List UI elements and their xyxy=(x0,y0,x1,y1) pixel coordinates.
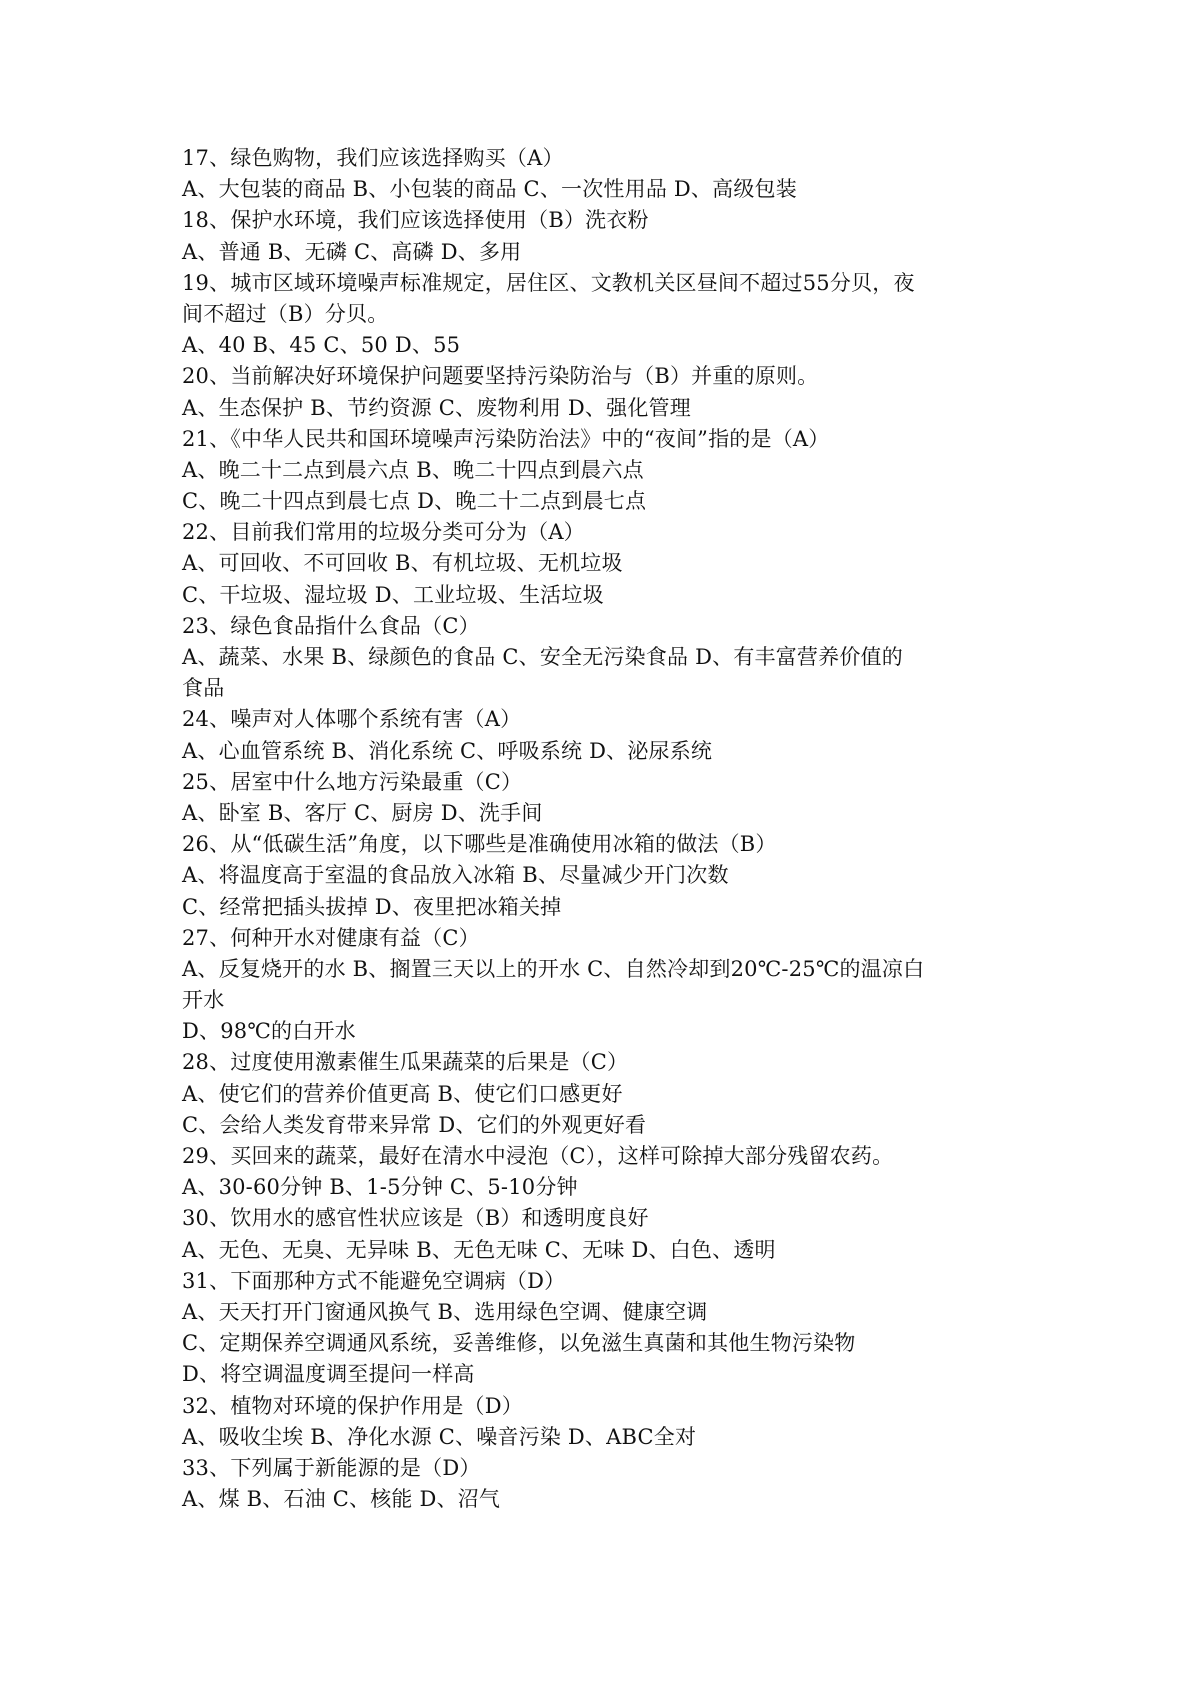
q26-options-line-1: A、将温度高于室温的食品放入冰箱 B、尽量减少开门次数 xyxy=(182,863,729,888)
q19-question-line-2: 间不超过（B）分贝。 xyxy=(182,301,389,326)
q18-question: 18、保护水环境，我们应该选择使用（B）洗衣粉 xyxy=(182,208,649,233)
q26-options-line-2: C、经常把插头拔掉 D、夜里把冰箱关掉 xyxy=(182,894,562,919)
q24-question: 24、噪声对人体哪个系统有害（A） xyxy=(182,707,522,732)
q31-options-line-2: C、定期保养空调通风系统，妥善维修，以免滋生真菌和其他生物污染物 xyxy=(182,1331,856,1356)
q28-question: 28、过度使用激素催生瓜果蔬菜的后果是（C） xyxy=(182,1050,629,1075)
q30-question: 30、饮用水的感官性状应该是（B）和透明度良好 xyxy=(182,1206,649,1231)
q20-question: 20、当前解决好环境保护问题要坚持污染防治与（B）并重的原则。 xyxy=(182,364,819,389)
q27-question: 27、何种开水对健康有益（C） xyxy=(182,925,480,950)
q28-options-line-2: C、会给人类发育带来异常 D、它们的外观更好看 xyxy=(182,1112,647,1137)
q21-question: 21、《中华人民共和国环境噪声污染防治法》中的“夜间”指的是（A） xyxy=(182,426,830,451)
q27-options-line-3: D、98℃的白开水 xyxy=(182,1019,356,1044)
q33-question: 33、下列属于新能源的是（D） xyxy=(182,1455,481,1480)
q26-question: 26、从“低碳生活”角度，以下哪些是准确使用冰箱的做法（B） xyxy=(182,832,777,857)
q31-options-line-1: A、天天打开门窗通风换气 B、选用绿色空调、健康空调 xyxy=(182,1299,708,1324)
q27-options-line-1: A、反复烧开的水 B、搁置三天以上的开水 C、自然冷却到20℃-25℃的温凉白 xyxy=(182,956,925,981)
q32-options: A、吸收尘埃 B、净化水源 C、噪音污染 D、ABC全对 xyxy=(182,1424,697,1449)
q24-options: A、心血管系统 B、消化系统 C、呼吸系统 D、泌尿系统 xyxy=(182,738,713,763)
q22-options-line-2: C、干垃圾、湿垃圾 D、工业垃圾、生活垃圾 xyxy=(182,582,604,607)
q17-options: A、大包装的商品 B、小包装的商品 C、一次性用品 D、高级包装 xyxy=(182,177,797,202)
q19-options: A、40 B、45 C、50 D、55 xyxy=(182,333,461,358)
q22-options-line-1: A、可回收、不可回收 B、有机垃圾、无机垃圾 xyxy=(182,551,623,576)
q31-question: 31、下面那种方式不能避免空调病（D） xyxy=(182,1268,566,1293)
q17-question: 17、绿色购物，我们应该选择购买（A） xyxy=(182,146,564,170)
q23-question: 23、绿色食品指什么食品（C） xyxy=(182,613,480,638)
q32-question: 32、植物对环境的保护作用是（D） xyxy=(182,1393,523,1418)
q23-options-line-1: A、蔬菜、水果 B、绿颜色的食品 C、安全无污染食品 D、有丰富营养价值的 xyxy=(182,645,903,669)
q21-options-line-2: C、晚二十四点到晨七点 D、晚二十二点到晨七点 xyxy=(182,489,647,514)
q25-question: 25、居室中什么地方污染最重（C） xyxy=(182,769,523,794)
q19-question-line-1: 19、城市区域环境噪声标准规定，居住区、文教机关区昼间不超过55分贝，夜 xyxy=(182,270,915,295)
q33-options: A、煤 B、石油 C、核能 D、沼气 xyxy=(182,1487,501,1512)
q28-options-line-1: A、使它们的营养价值更高 B、使它们口感更好 xyxy=(182,1081,623,1106)
q25-options: A、卧室 B、客厅 C、厨房 D、洗手间 xyxy=(182,800,543,825)
q20-options: A、生态保护 B、节约资源 C、废物利用 D、强化管理 xyxy=(182,395,691,420)
q31-options-line-3: D、将空调温度调至提问一样高 xyxy=(182,1362,475,1387)
q21-options-line-1: A、晚二十二点到晨六点 B、晚二十四点到晨六点 xyxy=(182,457,644,482)
q18-options: A、普通 B、无磷 C、高磷 D、多用 xyxy=(182,239,522,264)
q23-options-line-2: 食品 xyxy=(182,676,225,701)
q29-question: 29、买回来的蔬菜，最好在清水中浸泡（C），这样可除掉大部分残留农药。 xyxy=(182,1144,894,1168)
q29-options: A、30-60分钟 B、1-5分钟 C、5-10分钟 xyxy=(182,1175,578,1200)
q30-options: A、无色、无臭、无异味 B、无色无味 C、无味 D、白色、透明 xyxy=(182,1237,776,1262)
q22-question: 22、目前我们常用的垃圾分类可分为（A） xyxy=(182,520,585,545)
q27-options-line-2: 开水 xyxy=(182,988,225,1013)
question-list xyxy=(182,143,1022,1515)
